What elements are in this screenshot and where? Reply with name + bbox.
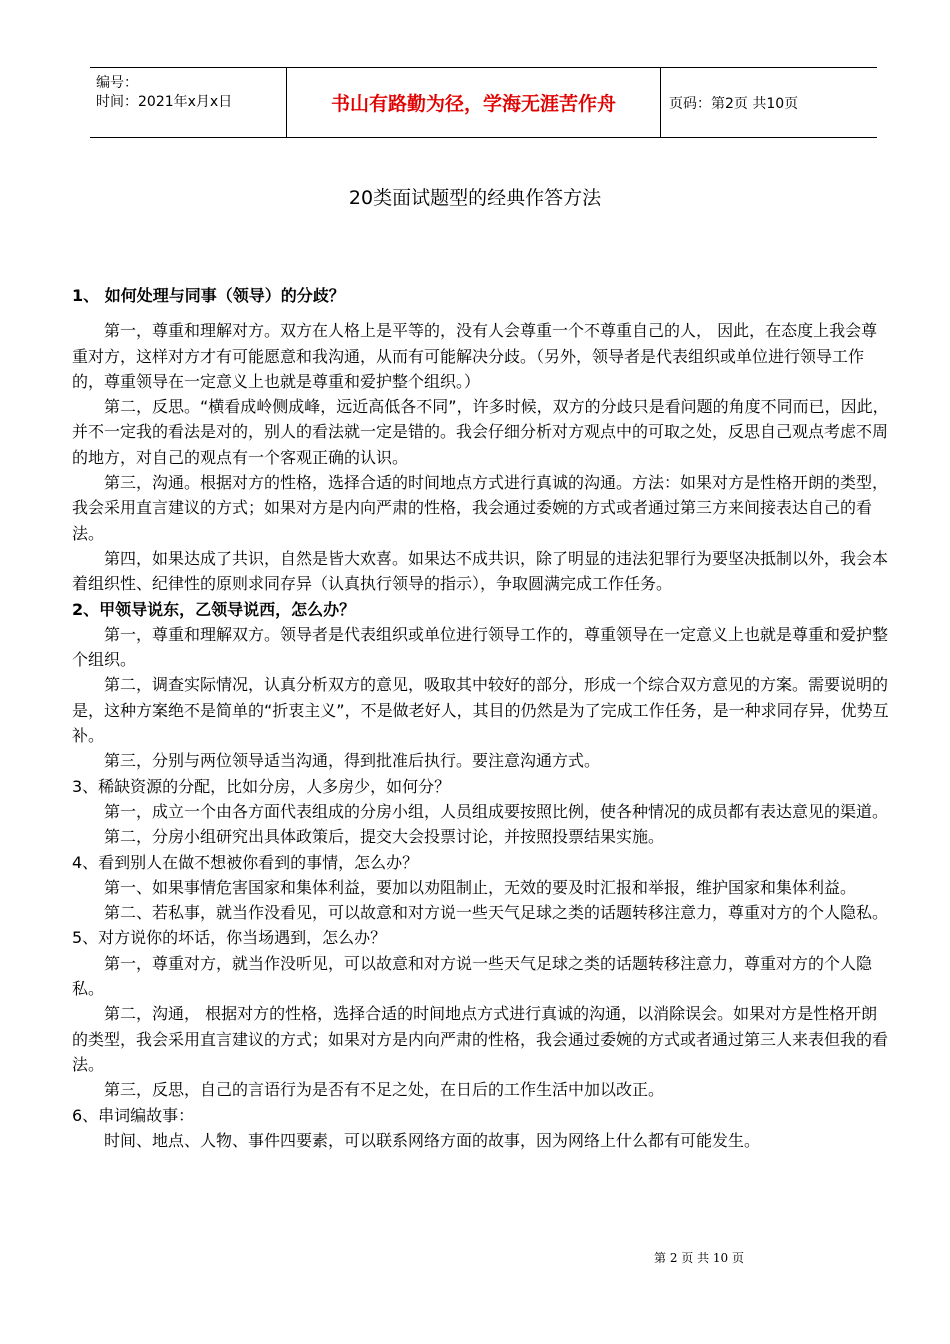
answer-paragraph: 第二，反思。“横看成岭侧成峰，远近高低各不同”，许多时候，双方的分歧只是看问题的角度不同而已，因此，并不一定我的看法是对的，别人的看法就一定是错的。我会仔细分析对方观点中的可取之处，反思自己观点考虑不周的地方，对自己的观点有一个客观正确的认识。 xyxy=(72,397,889,467)
answer-paragraph: 第三，分别与两位领导适当沟通，得到批准后执行。要注意沟通方式。 xyxy=(104,751,601,771)
answer-paragraph: 第三，沟通。根据对方的性格，选择合适的时间地点方式进行真诚的沟通。方法：如果对方是性格开朗的类型，我会采用直言建议的方式；如果对方是内向严肃的性格，我会通过委婉的方式或者通过第三方来间接表达自己的看法。 xyxy=(72,473,889,543)
answer-paragraph: 第四，如果达成了共识，自然是皆大欢喜。如果达不成共识，除了明显的违法犯罪行为要坚决抵制以外，我会本着组织性、纪律性的原则求同存异（认真执行领导的指示），争取圆满完成工作任务。 xyxy=(72,548,889,594)
header-page-code: 页码：第2页 共10页 xyxy=(669,95,799,112)
header-left-cell xyxy=(90,68,287,137)
answer-paragraph: 第一，尊重对方，就当作没听见，可以故意和对方说一些天气足球之类的话题转移注意力，尊重对方的个人隐私。 xyxy=(72,953,873,999)
document-time-label: 时间：2021年x月x日 xyxy=(96,94,233,110)
question-4-heading: 4、看到别人在做不想被你看到的事情，怎么办？ xyxy=(72,852,419,872)
question-2-heading: 2、甲领导说东，乙领导说西，怎么办？ xyxy=(72,599,356,619)
document-body xyxy=(72,283,892,1153)
question-1-heading: 1、 如何处理与同事（领导）的分歧？ xyxy=(72,286,345,305)
question-3-heading: 3、稀缺资源的分配，比如分房，人多房少，如何分？ xyxy=(72,776,451,796)
answer-paragraph: 第一，尊重和理解双方。领导者是代表组织或单位进行领导工作的，尊重领导在一定意义上也就是尊重和爱护整个组织。 xyxy=(72,624,889,670)
answer-paragraph: 时间、地点、人物、事件四要素，可以联系网络方面的故事，因为网络上什么都有可能发生。 xyxy=(104,1130,761,1150)
answer-paragraph: 第二，沟通， 根据对方的性格，选择合适的时间地点方式进行真诚的沟通，以消除误会。如果对方是性格开朗的类型，我会采用直言建议的方式；如果对方是内向严肃的性格，我会通过委婉的方式或者通过第三人来表但我的看法。 xyxy=(72,1004,889,1074)
question-6-heading: 6、串词编故事： xyxy=(72,1105,195,1125)
question-5-heading: 5、对方说你的坏话，你当场遇到，怎么办？ xyxy=(72,928,387,948)
header-motto: 书山有路勤为径，学海无涯苦作舟 xyxy=(287,68,661,137)
page-header xyxy=(90,67,877,138)
answer-paragraph: 第二，分房小组研究出具体政策后，提交大会投票讨论，并按照投票结果实施。 xyxy=(104,827,665,847)
answer-paragraph: 第一，尊重和理解对方。双方在人格上是平等的，没有人会尊重一个不尊重自己的人， 因此，在态度上我会尊重对方，这样对方才有可能愿意和我沟通，从而有可能解决分歧。（另外，领导者是代表组织或单位进行领导工作的，尊重领导在一定意义上也就是尊重和爱护整个组织。） xyxy=(72,321,878,391)
page-footer: 第 2 页 共 10 页 xyxy=(654,1251,744,1265)
document-number-label: 编号： xyxy=(96,75,138,91)
answer-paragraph: 第一、如果事情危害国家和集体利益，要加以劝阻制止，无效的要及时汇报和举报，维护国家和集体利益。 xyxy=(104,877,857,897)
answer-paragraph: 第二，调查实际情况，认真分析双方的意见，吸取其中较好的部分，形成一个综合双方意见的方案。需要说明的是，这种方案绝不是简单的“折衷主义”，不是做老好人，其目的仍然是为了完成工作任务，是一种求同存异，优势互补。 xyxy=(72,675,889,746)
answer-paragraph: 第三，反思，自己的言语行为是否有不足之处，在日后的工作生活中加以改正。 xyxy=(104,1080,665,1100)
answer-paragraph: 第二、若私事，就当作没看见，可以故意和对方说一些天气足球之类的话题转移注意力，尊重对方的个人隐私。 xyxy=(104,903,889,923)
document-title: 20类面试题型的经典作答方法 xyxy=(348,187,602,209)
answer-paragraph: 第一，成立一个由各方面代表组成的分房小组，人员组成要按照比例，使各种情况的成员都有表达意见的渠道。 xyxy=(104,801,889,821)
